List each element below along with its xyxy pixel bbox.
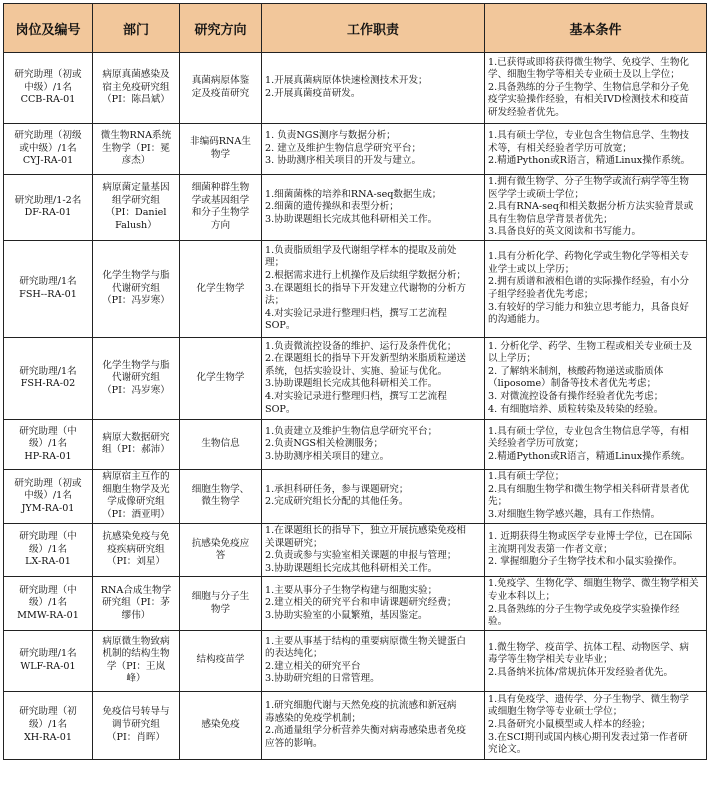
requirements-cell [485, 523, 707, 576]
cell-line: 研究助理（初级 [14, 130, 82, 142]
cell-line: 化学生物学 [196, 282, 245, 294]
cell-line: 感染免疫 [201, 718, 240, 730]
cell-line: DF-RA-01 [24, 207, 72, 219]
cell-line: 2.建立相关的研究平台 [265, 660, 361, 672]
table-row [4, 419, 707, 469]
header-row [4, 4, 707, 53]
cell-line: 学或基因组学 [191, 194, 250, 206]
cell-line: （PI：陈昌斌） [102, 94, 170, 106]
table-row [4, 577, 707, 630]
department-cell [93, 691, 180, 759]
cell-line: 研究助理/1名 [19, 276, 77, 288]
cell-line: 2.拥有质谱和液相色谱的实际操作经验，有小分 [488, 276, 690, 288]
cell-line: 以上学历； [488, 353, 536, 365]
duties-cell [262, 53, 485, 124]
cell-line: 1.具有分析化学、药物化学或生物化学等相关专 [488, 251, 690, 263]
position-cell [4, 419, 93, 469]
cell-line: 2.精通Python或R语言，精通Linux操作系统。 [488, 155, 691, 167]
cell-line: 2. 建立及维护生物信息学研究平台； [265, 142, 422, 154]
cell-line: 2.建立相关的研究平台和申请课题研究经费； [265, 597, 457, 609]
cell-line: JYM-RA-01 [21, 502, 75, 514]
cell-line: 研究助理（初 [19, 706, 77, 718]
cell-line: 化学生物学 [196, 372, 245, 384]
cell-line: 物学 [210, 149, 231, 160]
cell-line: （PI：肖晖） [106, 731, 166, 743]
cell-line: 2.细菌的遗传操纵和表型分析； [265, 201, 399, 213]
department-cell [93, 240, 180, 337]
cell-line: 研究组（PI：茅 [102, 597, 170, 609]
cell-line: 结构疫苗学 [196, 654, 245, 666]
position-cell [4, 240, 93, 337]
cell-line: 答 [215, 550, 226, 562]
cell-line: （liposome）制备等技术者优先考虑； [488, 378, 657, 390]
cell-line: 缪伟） [121, 609, 151, 621]
research-direction-cell [180, 124, 262, 175]
cell-line: 彦杰） [121, 155, 151, 167]
research-direction-cell [180, 469, 262, 523]
cell-line: 1.具有硕士学位，专业包含生物信息学等，有相 [488, 425, 690, 437]
cell-line: 4. 有细胞培养、质粒转染及转染的经验。 [488, 403, 664, 415]
cell-line: 1.具有硕士学位，专业包含生物信息学、生物技 [488, 130, 690, 142]
cell-line: 1.具有硕士学位； [488, 471, 565, 483]
cell-line: 代谢研究组 [112, 372, 160, 384]
cell-line: （PI：酒亚明） [102, 509, 170, 521]
cell-line: 1.微生物学、疫苗学、抗体工程、动物医学、病 [488, 641, 690, 653]
header-requirements: 基本条件 [485, 4, 707, 53]
research-direction-cell [180, 240, 262, 337]
cell-line: 3.在课题组长的指导下开发建立代谢物的分析方 [265, 282, 467, 294]
cell-line: 宿主免疫研究组 [102, 81, 170, 93]
cell-line: MMW-RA-01 [17, 609, 79, 621]
cell-line: 3.协助实验室的小鼠繁殖，基因鉴定。 [265, 609, 428, 621]
department-cell [93, 337, 180, 419]
cell-line: 毒学等生物学相关专业毕业； [488, 654, 613, 666]
cell-line: 细胞与分子生 [191, 590, 250, 602]
cell-line: 2.根据需求进行上机操作及后续组学数据分析； [265, 270, 467, 282]
cell-line: 级）/1名 [28, 597, 68, 609]
position-cell [4, 469, 93, 523]
table-row [4, 175, 707, 241]
research-direction-cell [180, 577, 262, 630]
cell-line: 病原宿主互作的 [102, 471, 170, 483]
cell-line: 3. 协助测序相关项目的开发与建立。 [265, 155, 422, 167]
cell-line: CCB-RA-01 [20, 94, 76, 106]
cell-line: 组学研究组 [112, 194, 160, 206]
cell-line: 研究助理（中 [19, 531, 77, 543]
cell-line: 方向 [210, 220, 231, 232]
cell-line: 3.在SCI期刊或国内核心期刊发表过第一作者研 [488, 731, 688, 743]
cell-line: 3.协助测序相关项目的建立。 [265, 450, 390, 462]
department-cell [93, 53, 180, 124]
cell-line: 2.在课题组长的指导下开发新型纳米脂质粒递送 [265, 353, 467, 365]
cell-line: 1.已获得或即将获得微生物学、免疫学、生物化 [488, 56, 690, 68]
research-direction-cell [180, 691, 262, 759]
table-row [4, 240, 707, 337]
cell-line: 中级）/1名 [24, 490, 72, 502]
cell-line: 专业本科以上； [488, 590, 556, 602]
cell-line: 细菌种群生物 [191, 182, 250, 194]
cell-line: 峰） [126, 673, 146, 685]
cell-line: 生物学（PI：冕 [102, 142, 170, 154]
duties-cell [262, 337, 485, 419]
cell-line: 1. 近期获得生物或医学专业博士学位，已在国际 [488, 531, 693, 543]
table-row [4, 337, 707, 419]
cell-line: 具有生物信息学背景者优先； [488, 213, 613, 225]
cell-line: 法； [265, 295, 285, 307]
cell-line: 4.对实验记录进行整理归档，撰写工艺流程 [265, 307, 447, 319]
cell-line: （PI：Daniel [105, 207, 167, 219]
cell-line: 研发经验者优先。 [488, 106, 565, 118]
table-row [4, 469, 707, 523]
cell-line: 研究助理/1名 [19, 648, 77, 660]
cell-line: 2.负责或参与实验室相关课题的申报与管理； [265, 550, 457, 562]
position-cell [4, 124, 93, 175]
header-research-direction: 研究方向 [180, 4, 262, 53]
cell-line: 3.协助研究组的日常管理。 [265, 673, 380, 685]
cell-line: CYJ-RA-01 [22, 155, 74, 167]
cell-line: （PI：冯岁寒） [102, 384, 170, 396]
header-department: 部门 [93, 4, 180, 53]
cell-line: 细胞生物学、 [191, 483, 250, 495]
research-direction-cell [180, 419, 262, 469]
cell-line: 先； [488, 496, 508, 508]
cell-line: 级）/1名 [28, 543, 68, 555]
cell-line: 或中级）/1名 [19, 142, 77, 154]
duties-cell [262, 577, 485, 630]
cell-line: 研究助理（初或 [14, 477, 82, 489]
cell-line: 1. 负责NGS测序与数据分析； [265, 130, 396, 142]
cell-line: 2.具备熟练的分子生物学、生物信息学和分子免 [488, 81, 690, 93]
department-cell [93, 419, 180, 469]
cell-line: XH-RA-01 [23, 731, 73, 743]
duties-cell [262, 175, 485, 241]
department-cell [93, 523, 180, 576]
cell-line: 3.协助课题组长完成其他科研相关工作。 [265, 378, 438, 390]
cell-line: 3.协助课题组长完成其他科研相关工作。 [265, 562, 438, 574]
cell-line: 2.具备研究小鼠模型或人样本的经验； [488, 718, 651, 730]
table-row [4, 124, 707, 175]
cell-line: 化学生物学与脂 [102, 270, 170, 282]
cell-line: 化学生物学与脂 [102, 359, 170, 371]
header-duties: 工作职责 [262, 4, 485, 53]
cell-line: 2.高通量组学分析营养失衡对病毒感染患者免疫 [265, 725, 467, 737]
cell-line: 或细胞生物学等专业硕士学位； [488, 706, 623, 718]
duties-cell [262, 124, 485, 175]
cell-line: 1.负责建立及维护生物信息学研究平台； [265, 425, 438, 437]
cell-line: 1.细菌菌株的培养和RNA-seq数据生成； [265, 188, 442, 200]
cell-line: 1.承担科研任务，参与课题研究； [265, 483, 409, 495]
cell-line: 1.主要从事分子生物学构建与细胞实验； [265, 584, 438, 596]
cell-line: SOP。 [265, 320, 296, 332]
cell-line: Falush） [115, 220, 157, 232]
cell-line: 1.免疫学、生物化学、细胞生物学、微生物学相关 [488, 578, 699, 590]
cell-line: 关课题研究； [265, 537, 323, 549]
requirements-cell [485, 53, 707, 124]
cell-line: FSH-RA-02 [20, 378, 76, 390]
research-direction-cell [180, 630, 262, 691]
cell-line: 物学 [210, 603, 231, 615]
requirements-cell [485, 691, 707, 759]
cell-line: 医学学士或硕士学位； [488, 188, 584, 200]
cell-line: 2.具备熟练的分子生物学或免疫学实验操作经 [488, 603, 680, 615]
cell-line: 学成像研究组 [107, 496, 165, 508]
cell-line: 3.协助课题组长完成其他科研相关工作。 [265, 213, 438, 225]
cell-line: 病原真菌感染及 [102, 69, 170, 81]
cell-line: 1.在课题组长的指导下，独立开展抗感染免疫相 [265, 524, 467, 536]
table-row [4, 523, 707, 576]
cell-line: 1.具有免疫学、遗传学、分子生物学、微生物学 [488, 693, 690, 705]
cell-line: 应答的影响。 [265, 737, 323, 749]
cell-line: 4.对实验记录进行整理归档，撰写工艺流程 [265, 391, 447, 403]
department-cell [93, 469, 180, 523]
cell-line: 3.有较好的学习能力和独立思考能力，具备良好 [488, 301, 690, 313]
recruitment-table [3, 3, 707, 760]
cell-line: WLF-RA-01 [20, 660, 76, 672]
cell-line: 定及疫苗研究 [191, 88, 250, 99]
research-direction-cell [180, 175, 262, 241]
duties-cell [262, 691, 485, 759]
cell-line: FSH--RA-01 [19, 288, 77, 300]
cell-line: 的沟通能力。 [488, 314, 546, 326]
position-cell [4, 175, 93, 241]
cell-line: 免疫信号转导与 [102, 706, 170, 718]
requirements-cell [485, 577, 707, 630]
cell-line: HP-RA-01 [24, 450, 72, 462]
cell-line: 研究助理（中 [19, 425, 77, 437]
duties-cell [262, 240, 485, 337]
cell-line: 研究助理/1-2名 [14, 194, 82, 206]
cell-line: LX-RA-01 [25, 556, 71, 568]
position-cell [4, 337, 93, 419]
cell-line: 病原微生物致病 [102, 635, 170, 647]
requirements-cell [485, 419, 707, 469]
cell-line: （PI：刘星） [106, 556, 166, 568]
position-cell [4, 691, 93, 759]
cell-line: 1.研究细胞代谢与天然免疫的抗流感和新冠病 [265, 700, 457, 712]
cell-line: 3.具备良好的英文阅读和书写能力。 [488, 226, 642, 238]
cell-line: 2. 了解纳米制剂，核酸药物递送或脂质体 [488, 365, 664, 377]
duties-cell [262, 469, 485, 523]
cell-line: 关经验者学历可放宽； [488, 438, 584, 450]
cell-line: 2.具备纳米抗体/常规抗体开发经验者优先。 [488, 667, 674, 679]
position-cell [4, 53, 93, 124]
cell-line: 验。 [488, 616, 508, 628]
table-row [4, 691, 707, 759]
cell-line: 3.对细胞生物学感兴趣，具有工作热情。 [488, 509, 661, 521]
cell-line: 调节研究组 [112, 718, 160, 730]
requirements-cell [485, 469, 707, 523]
cell-line: 中级）/1名 [24, 81, 72, 93]
cell-line: 研究助理（中 [19, 584, 77, 596]
research-direction-cell [180, 523, 262, 576]
requirements-cell [485, 630, 707, 691]
cell-line: 的表达纯化； [265, 648, 323, 660]
position-cell [4, 577, 93, 630]
cell-line: 2.开展真菌疫苗研发。 [265, 88, 361, 99]
department-cell [93, 175, 180, 241]
cell-line: （PI：冯岁寒） [102, 295, 170, 307]
cell-line: 病原菌定量基因 [102, 182, 170, 194]
cell-line: 1.负责脂质组学及代谢组学样本的提取及前处 [265, 244, 457, 256]
cell-line: 微生物学 [201, 496, 240, 508]
cell-line: 细胞生物学及光 [102, 483, 170, 495]
cell-line: 生物信息 [201, 438, 240, 450]
cell-line: 非编码RNA生 [190, 136, 251, 148]
position-cell [4, 630, 93, 691]
cell-line: 子组学经验者优先考虑； [488, 288, 594, 300]
cell-line: 理； [265, 257, 285, 269]
cell-line: 2.精通Python或R语言，精通Linux操作系统。 [488, 450, 691, 462]
cell-line: 术等，有相关经验者学历可放宽； [488, 142, 632, 154]
table-row [4, 630, 707, 691]
research-direction-cell [180, 337, 262, 419]
cell-line: 学（PI：王岚 [106, 660, 166, 672]
cell-line: SOP。 [265, 403, 296, 415]
cell-line: 2.具有RNA-seq和相关数据分析方法实验背景或 [488, 201, 694, 213]
cell-line: 究论文。 [488, 744, 527, 756]
cell-line: 2.具有细胞生物学和微生物学相关科研背景者优 [488, 483, 690, 495]
requirements-cell [485, 124, 707, 175]
cell-line: 真菌病原体鉴 [191, 75, 250, 87]
research-direction-cell [180, 53, 262, 124]
table-row [4, 53, 707, 124]
cell-line: 级）/1名 [28, 718, 68, 730]
requirements-cell [485, 240, 707, 337]
cell-line: 1.主要从事基于结构的重要病原微生物关键蛋白 [265, 635, 467, 647]
cell-line: 2.完成研究组长分配的其他任务。 [265, 496, 409, 508]
requirements-cell [485, 337, 707, 419]
cell-line: 抗感染免疫应 [191, 537, 250, 549]
cell-line: 学、细胞生物学等相关专业硕士及以上学位； [488, 69, 680, 81]
cell-line: 业学士或以上学历； [488, 263, 575, 275]
position-cell [4, 523, 93, 576]
cell-line: 2.负责NGS相关检测服务； [265, 438, 384, 450]
cell-line: 主流期刊发表第一作者文章； [488, 543, 613, 555]
department-cell [93, 577, 180, 630]
cell-line: 2. 掌握细胞分子生物学技术和小鼠实验操作。 [488, 556, 683, 568]
cell-line: 代谢研究组 [112, 282, 160, 294]
cell-line: 研究助理/1名 [19, 365, 77, 377]
cell-line: 1.拥有微生物学、分子生物学或流行病学等生物 [488, 176, 690, 187]
cell-line: 疫疾病研究组 [107, 543, 165, 555]
duties-cell [262, 523, 485, 576]
cell-line: 疫学实验操作经验，有相关IVD检测技术和疫苗 [488, 94, 689, 106]
cell-line: 组（PI：郝沛） [102, 444, 170, 456]
cell-line: 系统，包括实验设计、实施、验证与优化。 [265, 365, 448, 377]
duties-cell [262, 630, 485, 691]
cell-line: 级）/1名 [28, 438, 68, 450]
department-cell [93, 630, 180, 691]
cell-line: 1.负责微流控设备的维护、运行及条件优化； [265, 340, 457, 352]
cell-line: 1. 分析化学、药学、生物工程或相关专业硕士及 [488, 340, 693, 352]
cell-line: 毒感染的免疫学机制； [265, 712, 361, 724]
header-position: 岗位及编号 [4, 4, 93, 53]
cell-line: 病原大数据研究 [102, 431, 170, 443]
cell-line: RNA合成生物学 [100, 584, 172, 596]
requirements-cell [485, 175, 707, 241]
cell-line: 微生物RNA系统 [100, 130, 172, 142]
cell-line: 研究助理（初或 [14, 69, 82, 81]
cell-line: 机制的结构生物 [102, 648, 170, 660]
cell-line: 抗感染免疫与免 [102, 531, 170, 543]
cell-line: 3. 对微流控设备有操作经验者优先考虑； [488, 391, 664, 403]
cell-line: 和分子生物学 [191, 207, 250, 219]
duties-cell [262, 419, 485, 469]
department-cell [93, 124, 180, 175]
cell-line: 1.开展真菌病原体快速检测技术开发； [265, 75, 428, 87]
